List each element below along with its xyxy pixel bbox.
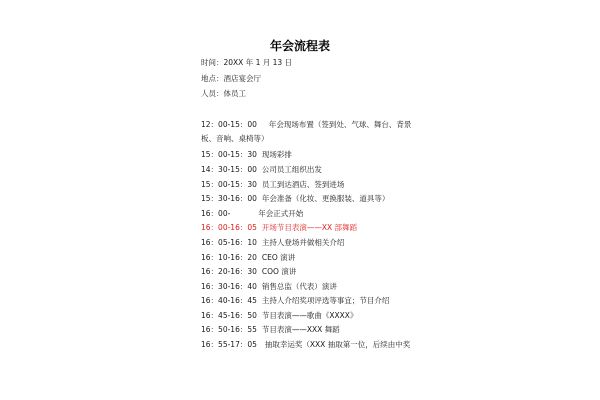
meta-people: 人员：体员工 (201, 89, 246, 98)
schedule-time: 15：00-15：30 (201, 180, 257, 189)
schedule-desc: 年会正式开始 (258, 209, 304, 218)
schedule-row (201, 265, 411, 279)
schedule-desc: CEO 演讲 (261, 253, 296, 262)
schedule-time: 16：30-16：40 (201, 282, 257, 291)
schedule-desc: 现场彩排 (261, 150, 292, 159)
schedule-row-continuation (201, 132, 411, 146)
schedule-time: 16：45-16：50 (201, 311, 257, 320)
schedule-desc: 员工到达酒店、签到进场 (261, 180, 345, 189)
schedule-time: 16：55-17：05 (201, 340, 257, 349)
schedule-row-highlight (201, 221, 411, 235)
schedule-row (201, 118, 411, 132)
schedule-desc: 节目表演——歌曲《XXXX》 (261, 311, 358, 320)
schedule-desc: 公司员工组织出发 (261, 165, 322, 174)
schedule-row (201, 163, 411, 177)
schedule-row (201, 280, 411, 294)
schedule-time: 16：00-16：05 (201, 223, 257, 232)
schedule-row (201, 178, 411, 192)
schedule-desc: 抽取幸运奖（XXX 抽取第一位，后续由中奖 (264, 340, 411, 349)
schedule-time: 16：50-16：55 (201, 325, 257, 334)
schedule-desc: 年会现场布置（签到处、气球、舞台、背景 (268, 120, 412, 129)
meta-place: 地点：酒店宴会厅 (201, 74, 261, 83)
schedule-row (201, 148, 411, 162)
schedule-desc: 主持人介绍奖项评选等事宜；节目介绍 (261, 296, 390, 305)
schedule-row (201, 236, 411, 250)
schedule-time: 12：00-15：00 (201, 120, 257, 129)
schedule-desc-continuation: 板、音响、桌椅等） (201, 134, 269, 143)
schedule-time: 15：30-16：00 (201, 194, 257, 203)
document-title: 年会流程表 (269, 39, 330, 53)
schedule-desc: 销售总监（代表）演讲 (261, 282, 337, 291)
meta-date: 时间：20XX 年 1 月 13 日 (201, 58, 293, 67)
schedule-desc: 主持人登场并做相关介绍 (261, 238, 345, 247)
schedule-time: 14：30-15：00 (201, 165, 257, 174)
schedule-row (201, 251, 411, 265)
schedule-desc: COO 演讲 (261, 267, 297, 276)
schedule-time: 15：00-15：30 (201, 150, 257, 159)
schedule-row (201, 294, 411, 308)
schedule-time: 16：20-16：30 (201, 267, 257, 276)
schedule-time: 16：05-16：10 (201, 238, 257, 247)
schedule-time: 16：00- (201, 209, 231, 218)
schedule-desc: 节目表演——XXX 舞蹈 (261, 325, 340, 334)
schedule-row (201, 207, 411, 221)
schedule-time: 16：10-16：20 (201, 253, 257, 262)
schedule-time: 16：40-16：45 (201, 296, 257, 305)
schedule-row (201, 338, 411, 352)
schedule-desc: 年会准备（化妆、更换服装、道具等） (261, 194, 390, 203)
schedule-row (201, 192, 411, 206)
schedule-row (201, 323, 411, 337)
schedule-desc: 开场节目表演——XX 部舞蹈 (261, 223, 358, 232)
schedule-row (201, 309, 411, 323)
